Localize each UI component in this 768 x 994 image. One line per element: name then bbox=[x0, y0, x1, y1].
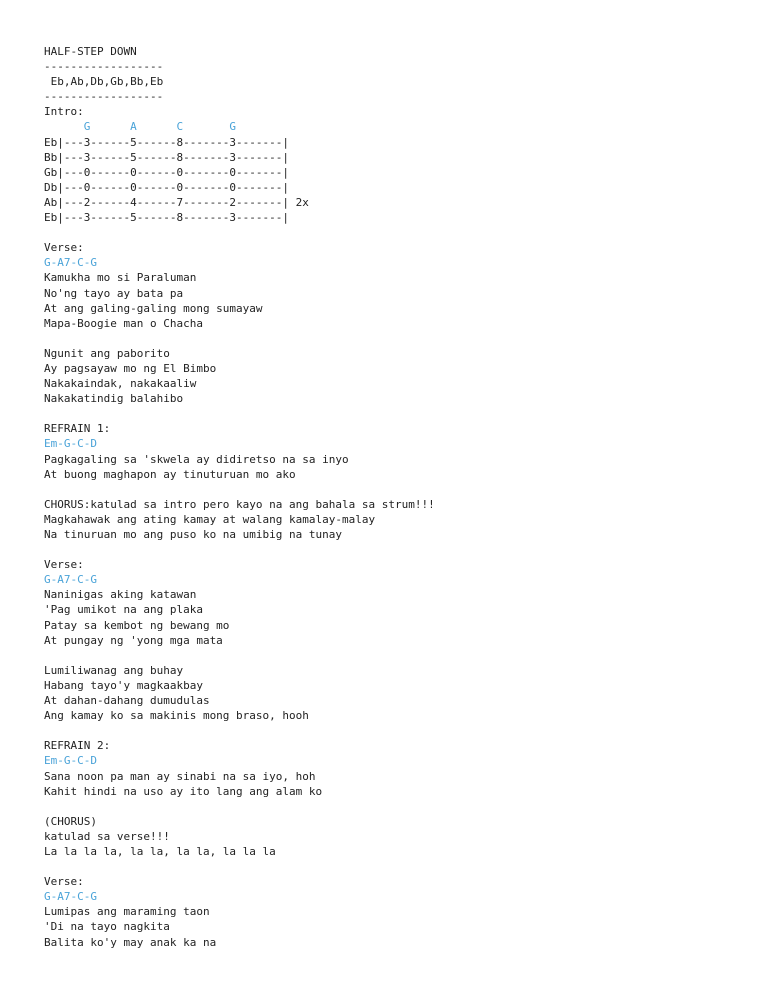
lyric-line: Ang kamay ko sa makinis mong braso, hooh bbox=[44, 709, 309, 723]
lyric-line: Lumipas ang maraming taon bbox=[44, 905, 210, 919]
tab-line: Db|---0------0------0-------0-------| bbox=[44, 180, 290, 194]
lyric-line: (CHORUS) bbox=[44, 814, 97, 828]
tab-line: Eb|---3------5------8-------3-------| bbox=[44, 211, 290, 225]
blank-line bbox=[44, 799, 744, 814]
lyric-line: 'Di na tayo nagkita bbox=[44, 920, 170, 934]
lyric-line: Patay sa kembot ng bewang mo bbox=[44, 618, 230, 632]
lyric-line: Pagkagaling sa 'skwela ay didiretso na sa inyo bbox=[44, 452, 349, 466]
lyric-line: Nakakatindig balahibo bbox=[44, 392, 184, 406]
tab-line: Gb|---0------0------0-------0-------| bbox=[44, 165, 290, 179]
lyric-line: Ay pagsayaw mo ng El Bimbo bbox=[44, 361, 217, 375]
lyric-line: At dahan-dahang dumudulas bbox=[44, 694, 210, 708]
section-heading: REFRAIN 1: bbox=[44, 422, 111, 436]
lyric-line: At ang galing-galing mong sumayaw bbox=[44, 301, 263, 315]
lyric-line: No'ng tayo ay bata pa bbox=[44, 286, 184, 300]
chord-line: G-A7-C-G bbox=[44, 890, 97, 904]
chord-line: Em-G-C-D bbox=[44, 754, 97, 768]
chord-line: G-A7-C-G bbox=[44, 256, 97, 270]
blank-line bbox=[44, 331, 744, 346]
lyric-line: Balita ko'y may anak ka na bbox=[44, 935, 217, 949]
lyric-line: La la la la, la la, la la, la la la bbox=[44, 844, 276, 858]
lyric-line: Lumiliwanag ang buhay bbox=[44, 663, 184, 677]
lyric-line: 'Pag umikot na ang plaka bbox=[44, 603, 203, 617]
section-heading: Verse: bbox=[44, 875, 84, 889]
lyric-line: At buong maghapon ay tinuturuan mo ako bbox=[44, 467, 296, 481]
lyric-line: Habang tayo'y magkaakbay bbox=[44, 678, 203, 692]
lyric-line: CHORUS:katulad sa intro pero kayo na ang bahala sa strum!!! bbox=[44, 497, 435, 511]
lyric-line: Nakakaindak, nakakaaliw bbox=[44, 377, 197, 391]
section-heading: REFRAIN 2: bbox=[44, 739, 111, 753]
lyric-line: ------------------ bbox=[44, 60, 164, 74]
blank-line bbox=[44, 225, 744, 240]
chord-line: G-A7-C-G bbox=[44, 573, 97, 587]
tab-line: Ab|---2------4------7-------2-------| 2x bbox=[44, 195, 309, 209]
tab-line: Bb|---3------5------8-------3-------| bbox=[44, 150, 290, 164]
section-heading: Intro: bbox=[44, 105, 84, 119]
chord-line: Em-G-C-D bbox=[44, 437, 97, 451]
section-heading: Verse: bbox=[44, 558, 84, 572]
lyric-line: Sana noon pa man ay sinabi na sa iyo, hoh bbox=[44, 769, 316, 783]
section-heading: Verse: bbox=[44, 241, 84, 255]
lyric-line: At pungay ng 'yong mga mata bbox=[44, 633, 223, 647]
blank-line bbox=[44, 482, 744, 497]
blank-line bbox=[44, 406, 744, 421]
lyric-line: Eb,Ab,Db,Gb,Bb,Eb bbox=[44, 75, 164, 89]
lyric-line: Na tinuruan mo ang puso ko na umibig na tunay bbox=[44, 528, 343, 541]
blank-line bbox=[44, 859, 744, 874]
lyric-line: ------------------ bbox=[44, 90, 164, 104]
blank-line bbox=[44, 648, 744, 663]
blank-line bbox=[44, 542, 744, 557]
lyric-line: Kahit hindi na uso ay ito lang ang alam ko bbox=[44, 784, 323, 798]
lyric-line: HALF-STEP DOWN bbox=[44, 45, 137, 58]
lyric-line: Kamukha mo si Paraluman bbox=[44, 271, 197, 285]
song-sheet bbox=[44, 44, 744, 950]
lyric-line: katulad sa verse!!! bbox=[44, 829, 170, 843]
chord-line: G A C G bbox=[44, 120, 237, 134]
tab-line: Eb|---3------5------8-------3-------| bbox=[44, 135, 290, 149]
lyric-line: Naninigas aking katawan bbox=[44, 588, 197, 602]
lyric-line: Magkahawak ang ating kamay at walang kamalay-malay bbox=[44, 512, 376, 526]
lyric-line: Ngunit ang paborito bbox=[44, 346, 170, 360]
blank-line bbox=[44, 723, 744, 738]
lyric-line: Mapa-Boogie man o Chacha bbox=[44, 316, 203, 330]
